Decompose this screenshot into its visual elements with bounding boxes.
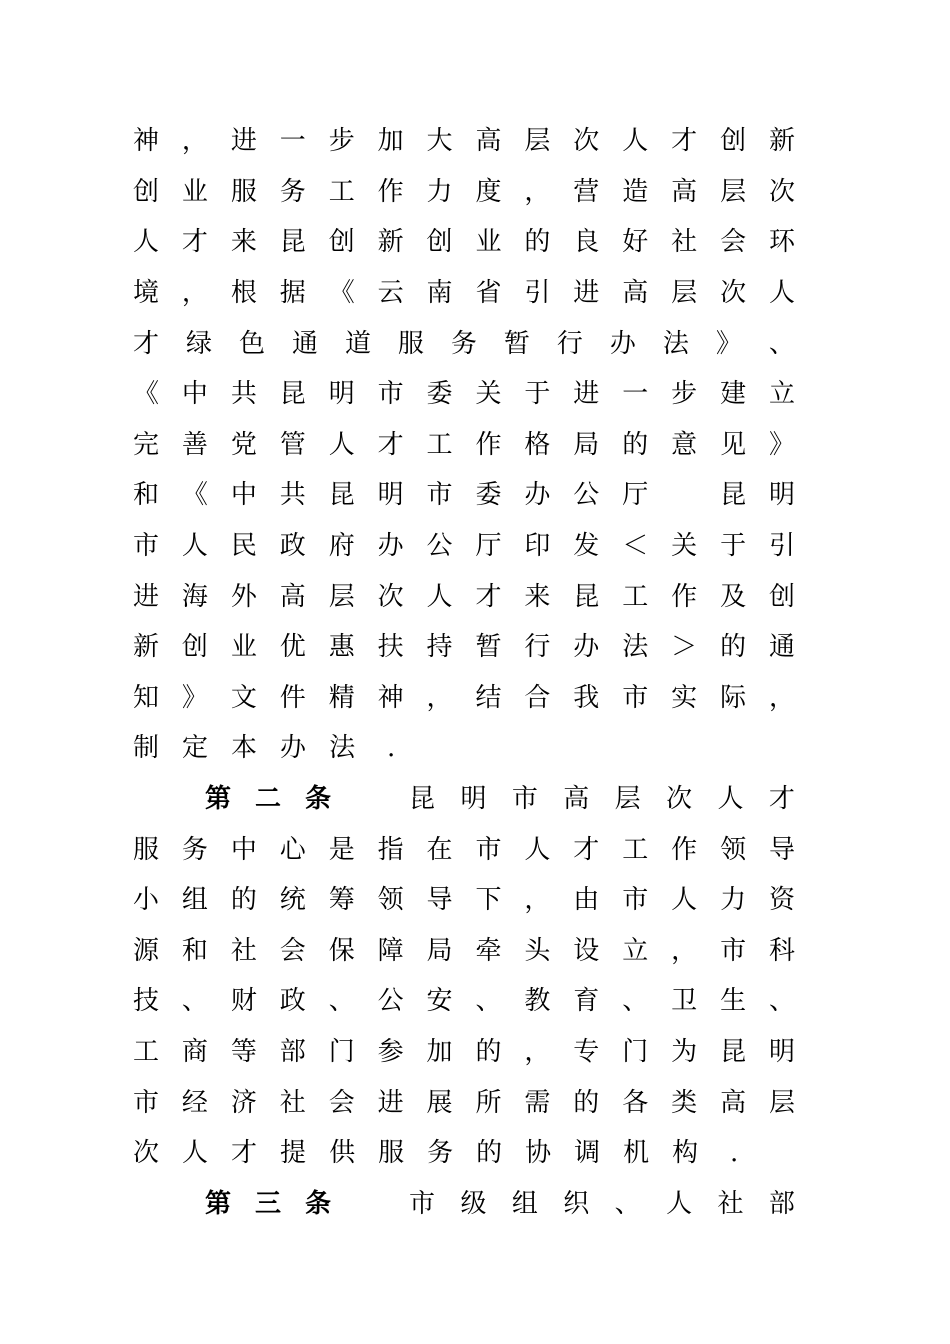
paragraph-1-line: 市 人 民 政 府 办 公 厅 印 发 ＜ 关 于 引 <box>133 531 795 562</box>
article-heading: 第 三 条 <box>205 1188 332 1219</box>
article-2-line: 技 、 财 政 、 公 安 、 教 育 、 卫 生 、 <box>133 986 795 1017</box>
paragraph-1-line: 境 ， 根 据 《 云 南 省 引 进 高 层 次 人 <box>133 278 795 309</box>
paragraph-1-line: 制 定 本 办 法 . <box>133 733 396 764</box>
article-2-line: 市 经 济 社 会 进 展 所 需 的 各 类 高 层 <box>133 1087 795 1118</box>
paragraph-1-line: 神 ， 进 一 步 加 大 高 层 次 人 才 创 新 <box>133 126 795 157</box>
article-2-heading-line <box>133 774 795 825</box>
paragraph-1-line: 知 》 文 件 精 神 ， 结 合 我 市 实 际 ， <box>133 682 795 713</box>
paragraph-1-line: 《 中 共 昆 明 市 委 关 于 进 一 步 建 立 <box>133 379 795 410</box>
article-2-line: 源 和 社 会 保 障 局 牵 头 设 立 ， 市 科 <box>133 935 795 966</box>
article-2-line: 小 组 的 统 筹 领 导 下 ， 由 市 人 力 资 <box>133 885 795 916</box>
article-text: 市 级 组 织 、 人 社 部 <box>409 1188 795 1219</box>
article-2-line: 工 商 等 部 门 参 加 的 ， 专 门 为 昆 明 <box>133 1036 795 1067</box>
article-2-line: 服 务 中 心 是 指 在 市 人 才 工 作 领 导 <box>133 834 795 865</box>
paragraph-1-line: 新 创 业 优 惠 扶 持 暂 行 办 法 ＞ 的 通 <box>133 632 795 663</box>
paragraph-1-line: 人 才 来 昆 创 新 创 业 的 良 好 社 会 环 <box>133 227 795 258</box>
paragraph-1-line: 完 善 党 管 人 才 工 作 格 局 的 意 见 》 <box>133 429 795 460</box>
paragraph-1 <box>133 116 795 774</box>
article-heading: 第 二 条 <box>205 784 332 815</box>
document-body <box>133 116 795 1229</box>
article-3-heading-line <box>133 1178 795 1229</box>
paragraph-1-line: 进 海 外 高 层 次 人 才 来 昆 工 作 及 创 <box>133 581 795 612</box>
paragraph-1-line: 创 业 服 务 工 作 力 度 ， 营 造 高 层 次 <box>133 176 795 207</box>
article-text: 昆 明 市 高 层 次 人 才 <box>409 784 795 815</box>
article-3 <box>133 1178 795 1229</box>
paragraph-1-line: 和 《 中 共 昆 明 市 委 办 公 厅 昆 明 <box>133 480 795 511</box>
article-2 <box>133 774 795 1179</box>
paragraph-1-line: 才 绿 色 通 道 服 务 暂 行 办 法 》 、 <box>133 328 795 359</box>
article-2-line: 次 人 才 提 供 服 务 的 协 调 机 构 . <box>133 1138 739 1169</box>
